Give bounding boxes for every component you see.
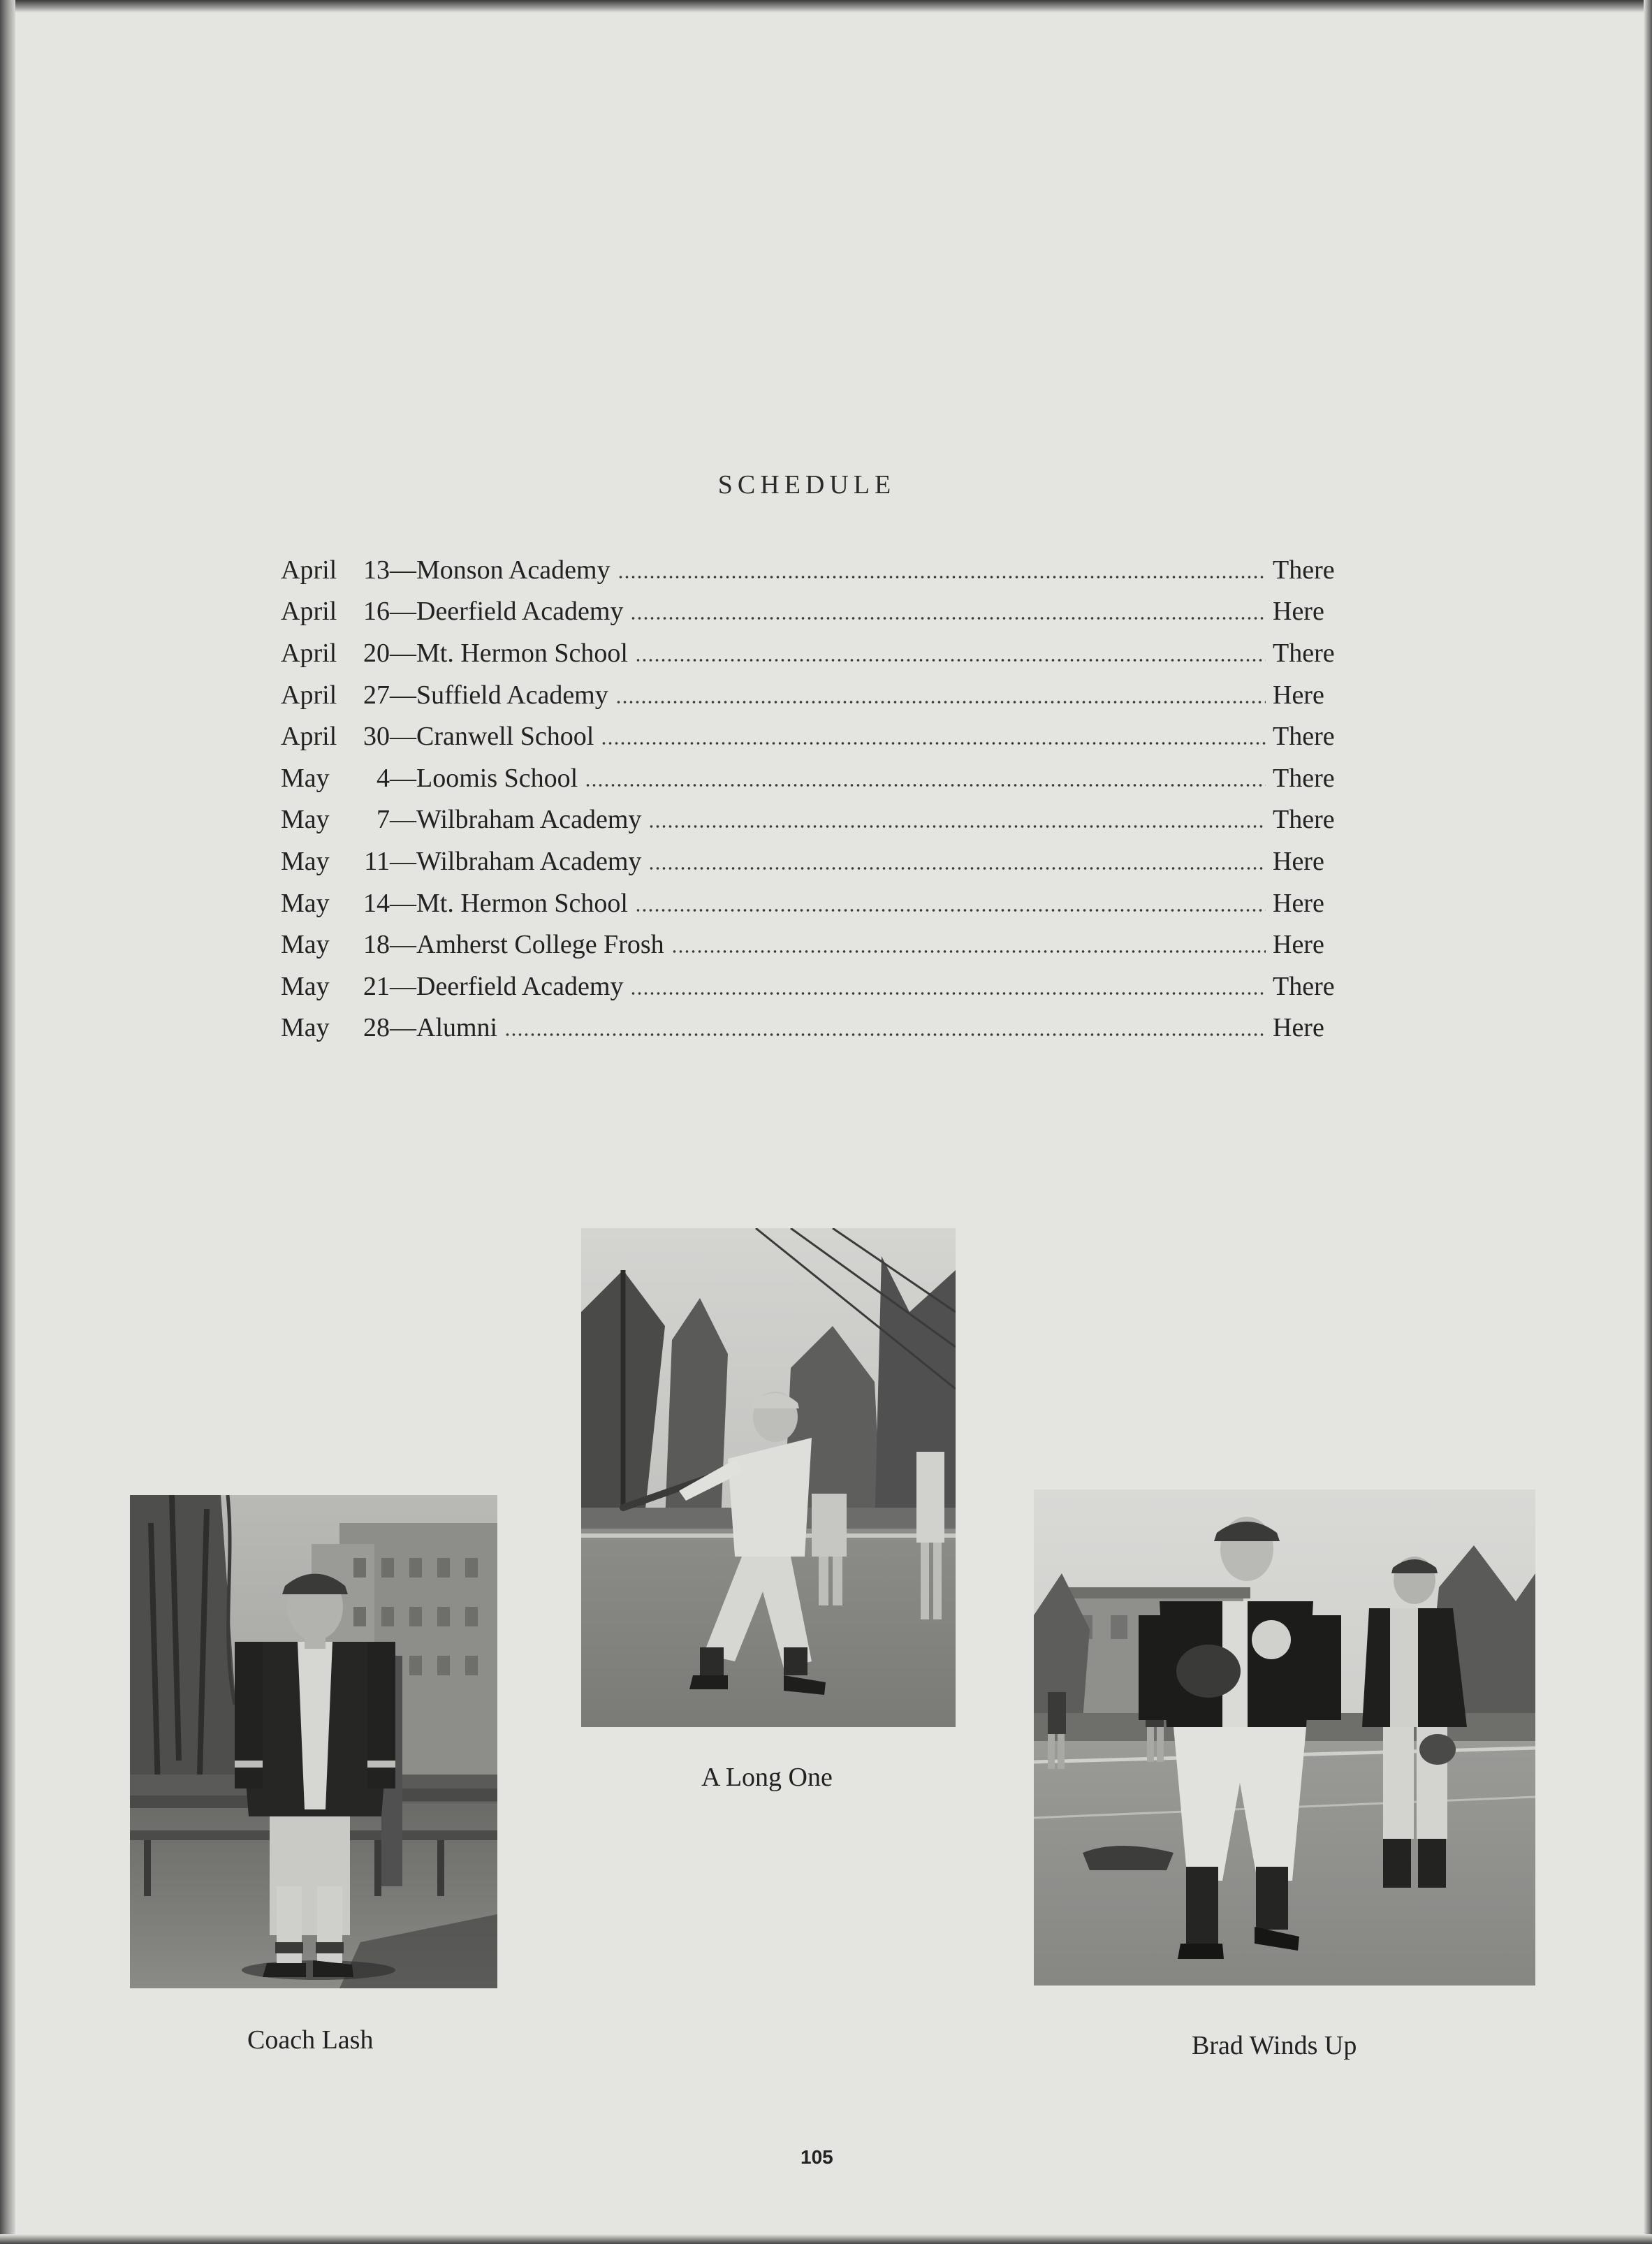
- em-dash-separator: —: [390, 555, 416, 585]
- game-opponent: [390, 888, 628, 919]
- dot-leader: [648, 823, 1266, 830]
- schedule-row: [281, 1007, 1344, 1049]
- game-month: May: [281, 971, 330, 1001]
- dot-leader: [630, 990, 1266, 997]
- em-dash-separator: —: [390, 846, 416, 876]
- batter-photo: [581, 1228, 956, 1727]
- em-dash-separator: —: [390, 930, 416, 960]
- game-month: April: [281, 680, 337, 710]
- game-opponent-name: Deerfield Academy: [416, 597, 624, 627]
- game-month: May: [281, 846, 330, 876]
- game-location: Here: [1273, 1013, 1324, 1043]
- dot-leader: [630, 615, 1266, 622]
- game-day: 20: [363, 638, 390, 668]
- game-opponent-name: Monson Academy: [416, 555, 611, 585]
- dot-leader: [615, 699, 1266, 706]
- game-month: May: [281, 930, 330, 960]
- game-day: 28: [363, 1013, 390, 1043]
- schedule-row: [281, 674, 1344, 716]
- page-binding-edge: [0, 0, 15, 2244]
- game-day: 16: [363, 597, 390, 627]
- schedule-row: [281, 882, 1344, 924]
- schedule-row: [281, 799, 1344, 841]
- schedule-row: [281, 715, 1344, 757]
- coach-photo-caption: Coach Lash: [247, 2025, 374, 2055]
- game-location: Here: [1273, 680, 1324, 710]
- page-right-edge: [1644, 0, 1652, 2244]
- page-number: 105: [801, 2146, 833, 2168]
- em-dash-separator: —: [390, 638, 416, 668]
- game-location: There: [1273, 763, 1335, 793]
- em-dash-separator: —: [390, 597, 416, 627]
- game-opponent: [390, 929, 664, 960]
- game-opponent-name: Deerfield Academy: [416, 971, 624, 1001]
- schedule-title: SCHEDULE: [717, 470, 896, 500]
- game-day: 18: [363, 930, 390, 960]
- schedule-row: [281, 549, 1344, 591]
- game-location: There: [1273, 805, 1335, 835]
- game-month: April: [281, 597, 337, 627]
- game-day: 13: [363, 555, 390, 585]
- game-month: May: [281, 1013, 330, 1043]
- game-month: April: [281, 638, 337, 668]
- game-month: April: [281, 722, 337, 752]
- game-opponent-name: Wilbraham Academy: [416, 846, 642, 876]
- batter-photo-caption: A Long One: [701, 1763, 833, 1792]
- em-dash-separator: —: [390, 971, 416, 1001]
- em-dash-separator: —: [390, 805, 416, 835]
- dot-leader: [617, 574, 1266, 581]
- game-opponent: [390, 721, 594, 752]
- dot-leader: [585, 782, 1266, 789]
- game-location: Here: [1273, 888, 1324, 918]
- game-month: May: [281, 763, 330, 793]
- page-top-edge: [0, 0, 1652, 13]
- dot-leader: [635, 907, 1266, 914]
- dot-leader: [635, 657, 1266, 664]
- game-day: 27: [363, 680, 390, 710]
- em-dash-separator: —: [390, 1013, 416, 1043]
- pitcher-photo: [1034, 1489, 1535, 1986]
- game-opponent-name: Suffield Academy: [416, 680, 608, 710]
- game-location: Here: [1273, 930, 1324, 960]
- game-location: There: [1273, 638, 1335, 668]
- game-location: Here: [1273, 846, 1324, 876]
- game-opponent: [390, 804, 641, 835]
- schedule-row: [281, 924, 1344, 966]
- game-month: April: [281, 555, 337, 585]
- game-opponent: [390, 596, 623, 627]
- em-dash-separator: —: [390, 888, 416, 918]
- game-day: 7: [377, 805, 390, 835]
- game-day: 14: [363, 888, 390, 918]
- dot-leader: [504, 1031, 1266, 1038]
- game-opponent: [390, 846, 641, 877]
- dot-leader: [648, 865, 1266, 872]
- game-opponent-name: Mt. Hermon School: [416, 638, 628, 668]
- em-dash-separator: —: [390, 763, 416, 793]
- game-opponent: [390, 1012, 497, 1043]
- schedule-row: [281, 840, 1344, 882]
- game-opponent: [390, 971, 623, 1002]
- em-dash-separator: —: [390, 722, 416, 752]
- dot-leader: [601, 740, 1266, 747]
- schedule-row: [281, 757, 1344, 799]
- em-dash-separator: —: [390, 680, 416, 710]
- game-location: There: [1273, 555, 1335, 585]
- game-opponent-name: Mt. Hermon School: [416, 888, 628, 918]
- game-day: 4: [377, 763, 390, 793]
- game-day: 30: [363, 722, 390, 752]
- game-opponent: [390, 763, 578, 794]
- dot-leader: [671, 948, 1266, 955]
- schedule-row: [281, 966, 1344, 1007]
- schedule-row: [281, 591, 1344, 633]
- coach-photo: [130, 1495, 497, 1988]
- game-location: There: [1273, 971, 1335, 1001]
- game-opponent-name: Alumni: [416, 1013, 498, 1043]
- game-opponent: [390, 638, 628, 669]
- game-opponent: [390, 555, 611, 585]
- game-location: There: [1273, 722, 1335, 752]
- game-month: May: [281, 888, 330, 918]
- game-opponent-name: Loomis School: [416, 763, 578, 793]
- game-day: 11: [364, 846, 390, 876]
- game-month: May: [281, 805, 330, 835]
- game-opponent-name: Wilbraham Academy: [416, 805, 642, 835]
- game-day: 21: [363, 971, 390, 1001]
- pitcher-photo-caption: Brad Winds Up: [1192, 2031, 1357, 2060]
- schedule-list: [281, 549, 1344, 1049]
- game-opponent-name: Cranwell School: [416, 722, 594, 752]
- game-opponent: [390, 680, 608, 711]
- page-bottom-edge: [0, 2234, 1652, 2244]
- game-location: Here: [1273, 597, 1324, 627]
- schedule-row: [281, 632, 1344, 674]
- game-opponent-name: Amherst College Frosh: [416, 930, 664, 960]
